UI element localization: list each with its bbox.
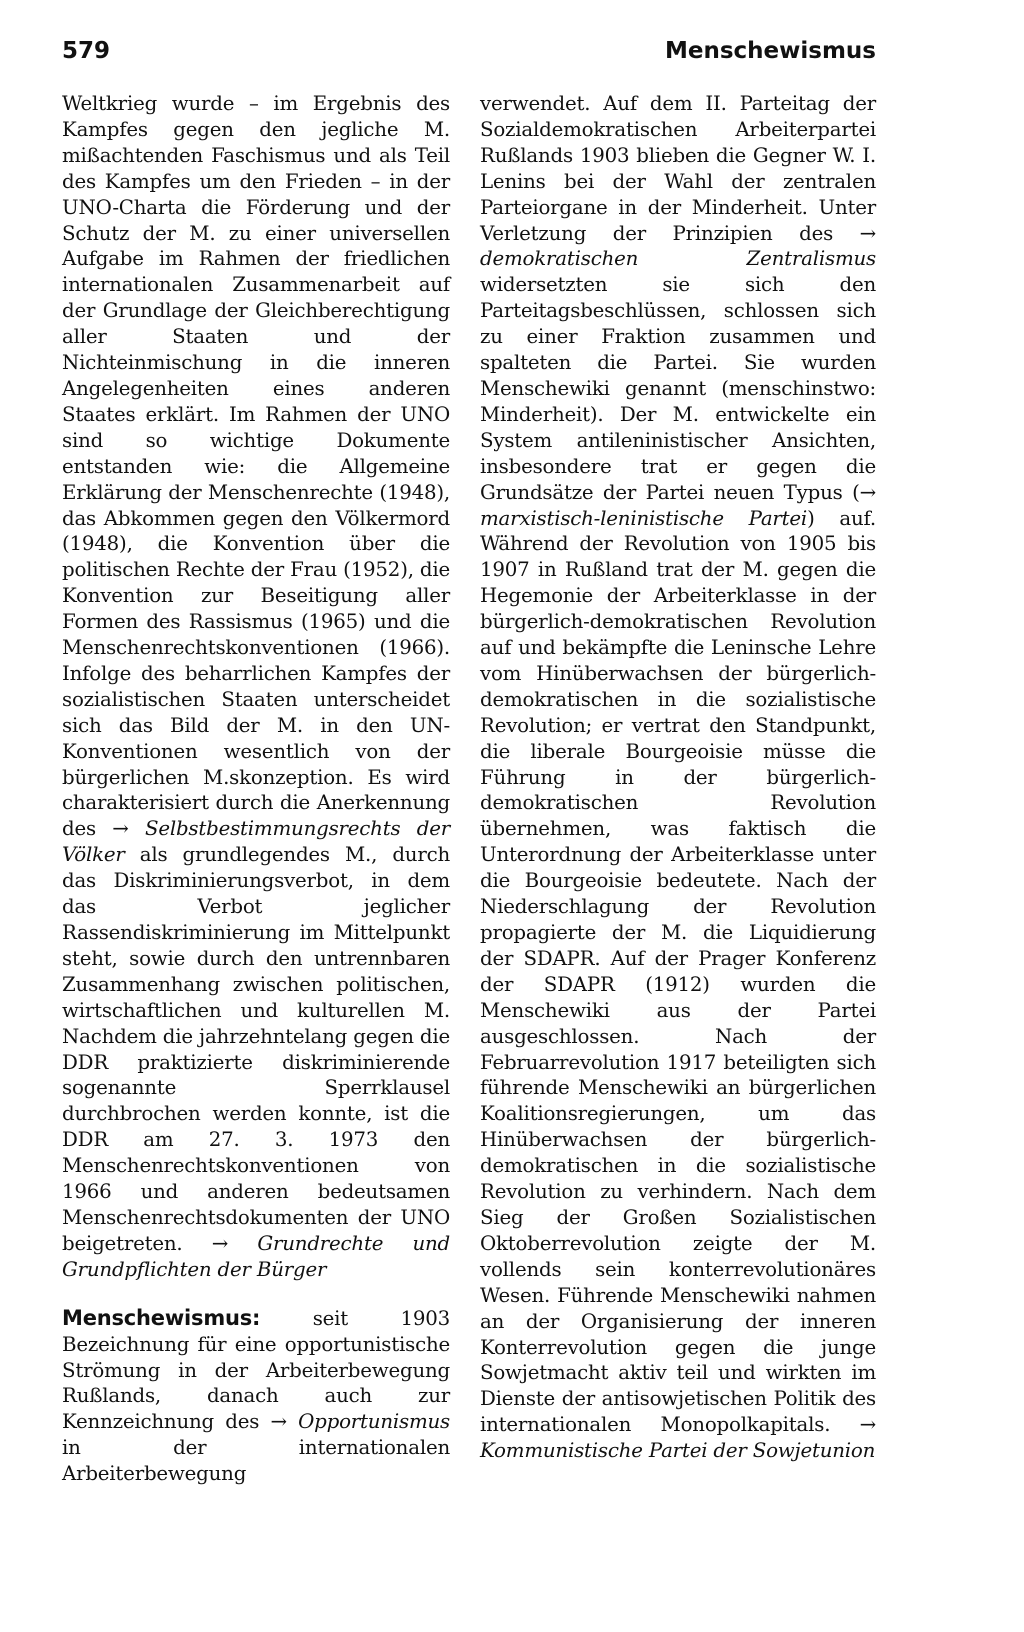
- cross-reference-arrow-icon: →: [859, 480, 876, 504]
- page-number: 579: [62, 38, 111, 64]
- body-text: in der internationalen Arbeiterbewegung: [62, 1436, 450, 1486]
- entry-paragraph: [62, 1306, 450, 1487]
- body-text: verwendet. Auf dem II. Parteitag der Sozialdemokratischen Arbeiterpartei Rußlands 1903 blieben die Gegner W. I. Lenins bei der Wahl der zentralen Parteiorgane in der Minderheit. Unter Verletzung der Prinzipien des: [480, 92, 876, 245]
- cross-reference-link[interactable]: Grundrechte und Grundpflichten der Bürger: [62, 1231, 451, 1281]
- cross-reference-arrow-icon: →: [859, 221, 876, 245]
- body-text: seit 1903 Bezeichnung für eine opportunistische Strömung in der Arbeiterbewegung Rußlands, danach auch zur Kennzeichnung des: [62, 1306, 451, 1434]
- cross-reference-link[interactable]: marxistisch-leninistische Partei: [480, 506, 808, 530]
- right-column: [480, 91, 876, 1464]
- body-text: als grundlegendes M., durch das Diskriminierungsverbot, in dem das Verbot jeglicher Rassendiskriminierung im Mittelpunkt steht, sowie durch den untrennbaren Zusammenhang zwischen politischen, wirtschaftlichen und kulturellen M. Nachdem die jahrzehntelang gegen die DDR praktizierte diskriminierende sogenannte Sperrklausel durchbrochen werden konnte, ist die DDR am 27. 3. 1973 den Menschenrechtskonventionen von 1966 und anderen bedeutsamen Menschenrechtsdokumenten der UNO beigetreten.: [62, 843, 450, 1255]
- cross-reference-link[interactable]: Kommunistische Partei der Sowjetunion: [480, 1439, 876, 1463]
- body-text: widersetzten sie sich den Parteitagsbeschlüssen, schlossen sich zu einer Fraktion zusammen und spalteten die Partei. Sie wurden Menschewiki genannt (menschinstwo: Minderheit). Der M. entwickelte ein System antileninistischer Ansichten, insbesondere trat er gegen die Grundsätze der Partei neuen Typus (: [480, 273, 876, 504]
- left-column: [62, 91, 450, 1487]
- entry-separator: [62, 1283, 450, 1306]
- cross-reference-link[interactable]: demokratischen Zentralismus: [480, 247, 876, 271]
- cross-reference-arrow-icon: →: [859, 1413, 876, 1437]
- continued-entry-paragraph: [62, 91, 450, 1283]
- cross-reference-link[interactable]: Opportunismus: [298, 1410, 450, 1434]
- body-text: Weltkrieg wurde – im Ergebnis des Kampfes gegen den jegliche M. mißachtenden Faschismus und als Teil des Kampfes um den Frieden – in der UNO-Charta die Förderung und der Schutz der M. zu einer universellen Aufgabe im Rahmen der friedlichen internationalen Zusammenarbeit auf der Grundlage der Gleichberechtigung aller Staaten und der Nichteinmischung in die inneren Angelegenheiten eines anderen Staates erklärt. Im Rahmen der UNO sind so wichtige Dokumente entstanden wie: die Allgemeine Erklärung der Menschenrechte (1948), das Abkommen gegen den Völkermord (1948), die Konvention über die politischen Rechte der Frau (1952), die Konvention zur Beseitigung aller Formen des Rassismus (1965) und die Menschenrechtskonventionen (1966). Infolge des beharrlichen Kampfes der sozialistischen Staaten unterscheidet sich das Bild der M. in den UN-Konventionen wesentlich von der bürgerlichen M.skonzeption. Es wird charakterisiert durch die Anerkennung des: [62, 92, 450, 841]
- entry-headword: Menschewismus:: [62, 1305, 261, 1330]
- cross-reference-arrow-icon: →: [270, 1410, 287, 1434]
- cross-reference-link[interactable]: Selbstbestimmungsrechts der Völker: [62, 817, 450, 867]
- running-head: Menschewismus: [664, 38, 876, 64]
- cross-reference-arrow-icon: →: [112, 817, 129, 841]
- entry-continuation-paragraph: [480, 91, 876, 1464]
- cross-reference-arrow-icon: →: [211, 1231, 229, 1255]
- body-text: ) auf. Während der Revolution von 1905 bis 1907 in Rußland trat der M. gegen die Hegemonie der Arbeiterklasse in der bürgerlich-demokratischen Revolution auf und bekämpfte die Leninsche Lehre vom Hinüberwachsen der bürgerlich-demokratischen in die sozialistische Revolution; er vertrat den Standpunkt, die liberale Bourgeoisie müsse die Führung in der bürgerlich-demokratischen Revolution übernehmen, was faktisch die Unterordnung der Arbeiterklasse unter die Bourgeoisie bedeutete. Nach der Niederschlagung der Revolution propagierte der M. die Liquidierung der SDAPR. Auf der Prager Konferenz der SDAPR (1912) wurden die Menschewiki aus der Partei ausgeschlossen. Nach der Februarrevolution 1917 beteiligten sich führende Menschewiki an bürgerlichen Koalitionsregierungen, um das Hinüberwachsen der bürgerlich-demokratischen in die sozialistische Revolution zu verhindern. Nach dem Sieg der Großen Sozialistischen Oktoberrevolution zeigte der M. vollends sein konterrevolutionäres Wesen. Führende Menschewiki nahmen an der Organisierung der inneren Konterrevolution gegen die junge Sowjetmacht aktiv teil und wirkten im Dienste der antisowjetischen Politik des internationalen Monopolkapitals.: [480, 506, 876, 1437]
